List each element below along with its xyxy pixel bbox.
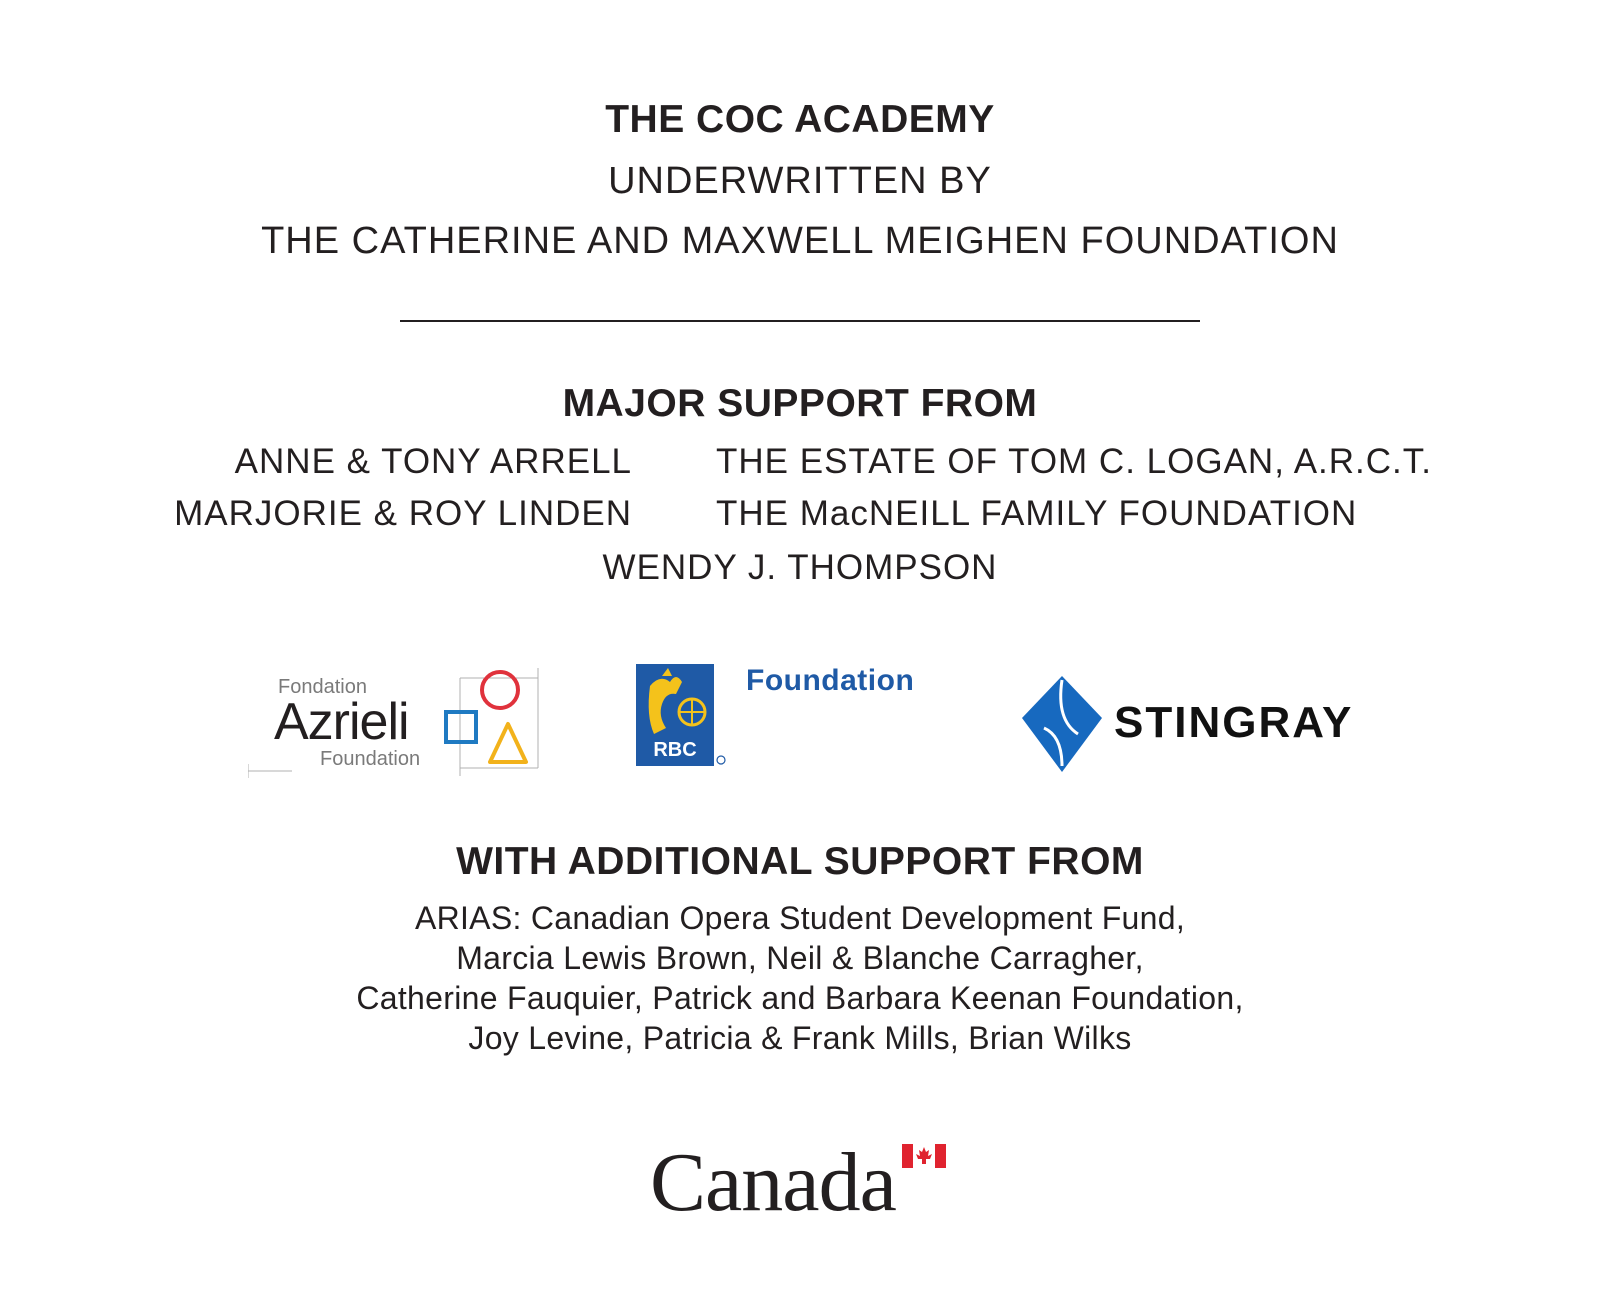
underwritten-by: UNDERWRITTEN BY (608, 160, 992, 202)
major-supporter: THE ESTATE OF TOM C. LOGAN, A.R.C.T. (716, 442, 1433, 481)
stingray-text: STINGRAY (1114, 698, 1354, 747)
stingray-diamond-icon (1022, 676, 1102, 772)
additional-supporters-line: Joy Levine, Patricia & Frank Mills, Brian Wilks (468, 1020, 1132, 1056)
azrieli-fondation-text: Fondation (278, 676, 367, 698)
rbc-badge-text: RBC (653, 739, 697, 761)
additional-support-heading: WITH ADDITIONAL SUPPORT FROM (456, 840, 1144, 883)
major-supporter: ANNE & TONY ARRELL (234, 442, 632, 481)
canada-wordmark-text: Canada (650, 1136, 896, 1229)
azrieli-name-text: Azrieli (274, 693, 409, 751)
canada-wordmark (650, 1134, 950, 1234)
additional-supporters-line: ARIAS: Canadian Opera Student Development Fund, (414, 900, 1186, 936)
rbc-foundation-text: Foundation (746, 664, 915, 697)
additional-supporters-line: Catherine Fauquier, Patrick and Barbara Keenan Foundation, (356, 980, 1244, 1016)
stingray-logo (1022, 676, 1354, 776)
major-supporter: THE MacNEILL FAMILY FOUNDATION (716, 494, 1358, 533)
canada-flag-icon (902, 1144, 946, 1168)
azrieli-foundation-text: Foundation (320, 748, 421, 770)
azrieli-logo (248, 668, 558, 788)
rbc-foundation-logo (636, 664, 926, 774)
major-support-heading: MAJOR SUPPORT FROM (562, 382, 1038, 425)
rbc-lion-icon (636, 664, 730, 770)
additional-supporters-line: Marcia Lewis Brown, Neil & Blanche Carragher, (456, 940, 1144, 976)
major-supporter: WENDY J. THOMPSON (602, 548, 998, 587)
major-supporter: MARJORIE & ROY LINDEN (174, 494, 632, 533)
section-divider (400, 320, 1200, 322)
page-title: THE COC ACADEMY (605, 98, 995, 141)
underwriter-name: THE CATHERINE AND MAXWELL MEIGHEN FOUNDATION (261, 220, 1339, 262)
